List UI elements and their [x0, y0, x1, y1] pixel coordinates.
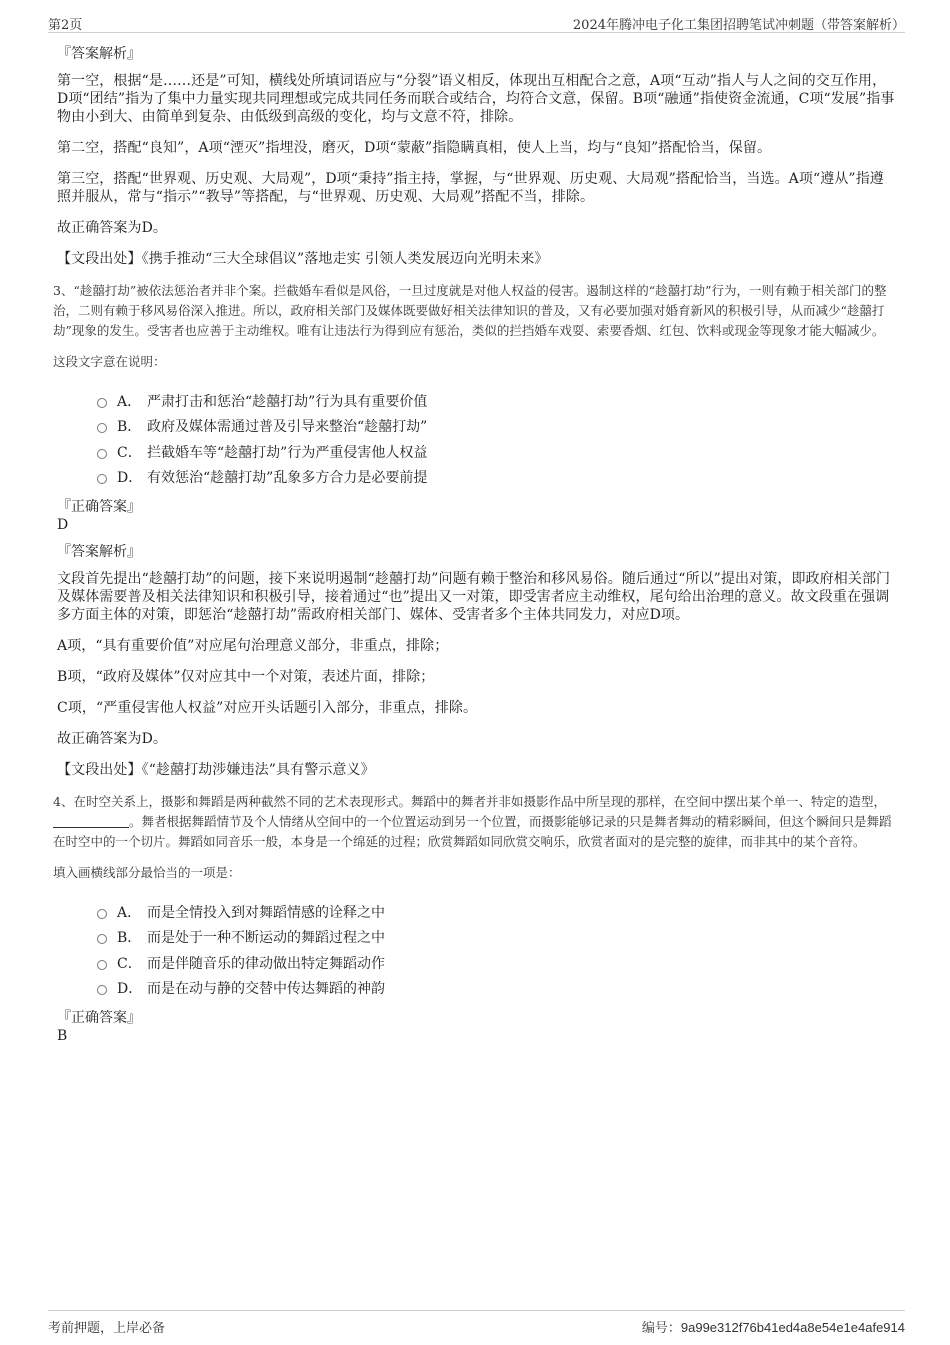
option-key: B．: [117, 419, 142, 436]
radio-icon[interactable]: [97, 474, 107, 484]
q3-options: [97, 388, 897, 490]
page-content: [53, 45, 897, 1054]
q4-stem-part: 。舞者根据舞蹈情节及个人情绪从空间中的一个位置运动到另一个位置，而摄影能够记录的只是舞者舞动的精彩瞬间，但这个瞬间只是舞蹈在时空中的一个切片。舞蹈如同音乐一般，本身是一个绵延的过程；欣赏舞蹈如同欣赏交响乐，欣赏者面对的是完整的旋律，而非其中的某个音符。: [53, 814, 892, 849]
q4-stem-part: 4、在时空关系上，摄影和舞蹈是两种截然不同的艺术表现形式。舞蹈中的舞者并非如摄影作品中所呈现的那样，在空间中摆出某个单一、特定的造型，: [53, 794, 886, 809]
q4-answer: B: [57, 1028, 68, 1044]
q3-stem: 3、“趁囍打劫”被依法惩治者并非个案。拦截婚车看似是风俗，一旦过度就是对他人权益的侵害。遏制这样的“趁囍打劫”行为，一则有赖于相关部门的整治，二则有赖于移风易俗深入推进。所以，政府相关部门及媒体既要做好相关法律知识的普及，又有必要加强对婚育新风的积极引导，从而减少“趁囍打劫”现象的发生。受害者也应善于主动维权。唯有让违法行为得到应有惩治，类似的拦挡婚车戏耍、索要香烟、红包、饮料或现金等现象才能大幅减少。: [53, 283, 887, 338]
option-text: 而是处于一种不断运动的舞蹈过程之中: [147, 930, 385, 947]
option-text: 政府及媒体需通过普及引导来整治“趁囍打劫”: [147, 419, 428, 436]
q3-analysis-label: 『答案解析』: [57, 544, 141, 560]
q3-analysis-paragraph: B项，“政府及媒体”仅对应其中一个对策，表述片面，排除；: [57, 669, 435, 685]
option-key: D．: [117, 470, 143, 487]
q2-analysis-paragraph: 第一空，根据“是……还是”可知，横线处所填词语应与“分裂”语义相反，体现出互相配合之意，A项“互动”指人与人之间的交互作用，D项“团结”指为了集中力量实现共同理想或完成共同任务而联合或结合，均符合文意，保留。B项“融通”指使资金流通，C项“发展”指事物由小到大、由简单到复杂、由低级到高级的变化，均与文意不符，排除。: [57, 73, 895, 125]
radio-icon[interactable]: [97, 934, 107, 944]
page-number: 第2页: [48, 18, 83, 33]
q3-prompt: 这段文字意在说明：: [53, 354, 166, 369]
q4-option-b[interactable]: [97, 925, 897, 951]
code-value: 9a99e312f76b41ed4a8e54e1e4afe914: [680, 1320, 905, 1335]
q2-analysis-paragraph: 第三空，搭配“世界观、历史观、大局观”，D项“秉持”指主持，掌握，与“世界观、历史观、大局观”搭配恰当，当选。A项“遵从”指遵照并服从，常与“指示”“教导”等搭配，与“世界观、历史观、大局观”搭配不当，排除。: [57, 171, 884, 205]
q3-answer-label: 『正确答案』: [57, 499, 141, 515]
option-key: B．: [117, 930, 142, 947]
q2-conclusion: 故正确答案为D。: [57, 220, 168, 236]
radio-icon[interactable]: [97, 423, 107, 433]
page-header: [48, 12, 905, 33]
fill-blank: [53, 814, 129, 828]
q4-prompt: 填入画横线部分最恰当的一项是：: [53, 865, 241, 880]
q4-option-c[interactable]: [97, 950, 897, 976]
document-title: 2024年腾冲电子化工集团招聘笔试冲刺题（带答案解析）: [572, 18, 905, 33]
q4-answer-label: 『正确答案』: [57, 1010, 141, 1026]
option-text: 而是全情投入到对舞蹈情感的诠释之中: [147, 904, 385, 921]
q3-answer: D: [57, 517, 69, 533]
radio-icon[interactable]: [97, 909, 107, 919]
option-text: 而是在动与静的交替中传达舞蹈的神韵: [147, 981, 385, 998]
q3-conclusion: 故正确答案为D。: [57, 731, 168, 747]
q4-option-d[interactable]: [97, 976, 897, 1002]
q4-options: [97, 899, 897, 1001]
q3-option-d[interactable]: [97, 465, 897, 491]
option-key: C．: [117, 444, 142, 461]
option-key: A．: [117, 904, 142, 921]
option-key: C．: [117, 955, 142, 972]
option-text: 有效惩治“趁囍打劫”乱象多方合力是必要前提: [147, 470, 428, 487]
radio-icon[interactable]: [97, 960, 107, 970]
q4-option-a[interactable]: [97, 899, 897, 925]
option-text: 拦截婚车等“趁囍打劫”行为严重侵害他人权益: [147, 444, 428, 461]
option-text: 严肃打击和惩治“趁囍打劫”行为具有重要价值: [147, 393, 428, 410]
q2-analysis-label: 『答案解析』: [57, 46, 141, 62]
radio-icon[interactable]: [97, 985, 107, 995]
option-key: A．: [117, 393, 142, 410]
q3-option-b[interactable]: [97, 414, 897, 440]
page-footer: [48, 1310, 905, 1335]
option-key: D．: [117, 981, 143, 998]
q2-analysis-paragraph: 第二空，搭配“良知”，A项“湮灭”指埋没，磨灭，D项“蒙蔽”指隐瞒真相，使人上当，均与“良知”搭配恰当，保留。: [57, 140, 772, 156]
document-code: [642, 1317, 905, 1336]
option-text: 而是伴随音乐的律动做出特定舞蹈动作: [147, 955, 385, 972]
radio-icon[interactable]: [97, 398, 107, 408]
q3-analysis-paragraph: C项，“严重侵害他人权益”对应开头话题引入部分，非重点，排除。: [57, 700, 478, 716]
code-label: 编号：: [641, 1321, 681, 1336]
q3-option-a[interactable]: [97, 388, 897, 414]
q3-analysis-paragraph: 文段首先提出“趁囍打劫”的问题，接下来说明遏制“趁囍打劫”问题有赖于整治和移风易俗。随后通过“所以”提出对策，即政府相关部门及媒体需要普及相关法律知识和积极引导，接着通过“也”提出又一对策，即受害者应主动维权，尾句给出治理的意义。故文段重在强调多方面主体的对策，即惩治“趁囍打劫”需政府相关部门、媒体、受害者多个主体共同发力，对应D项。: [57, 571, 891, 623]
q3-analysis-paragraph: A项，“具有重要价值”对应尾句治理意义部分，非重点，排除；: [57, 638, 449, 654]
q3-source: 【文段出处】《“趁囍打劫涉嫌违法”具有警示意义》: [57, 762, 375, 778]
q2-source: 【文段出处】《携手推动“三大全球倡议”落地走实 引领人类发展迈向光明未来》: [57, 251, 549, 267]
radio-icon[interactable]: [97, 449, 107, 459]
footer-slogan: 考前押题，上岸必备: [48, 1321, 166, 1336]
q4-stem: [53, 792, 898, 852]
q3-option-c[interactable]: [97, 439, 897, 465]
